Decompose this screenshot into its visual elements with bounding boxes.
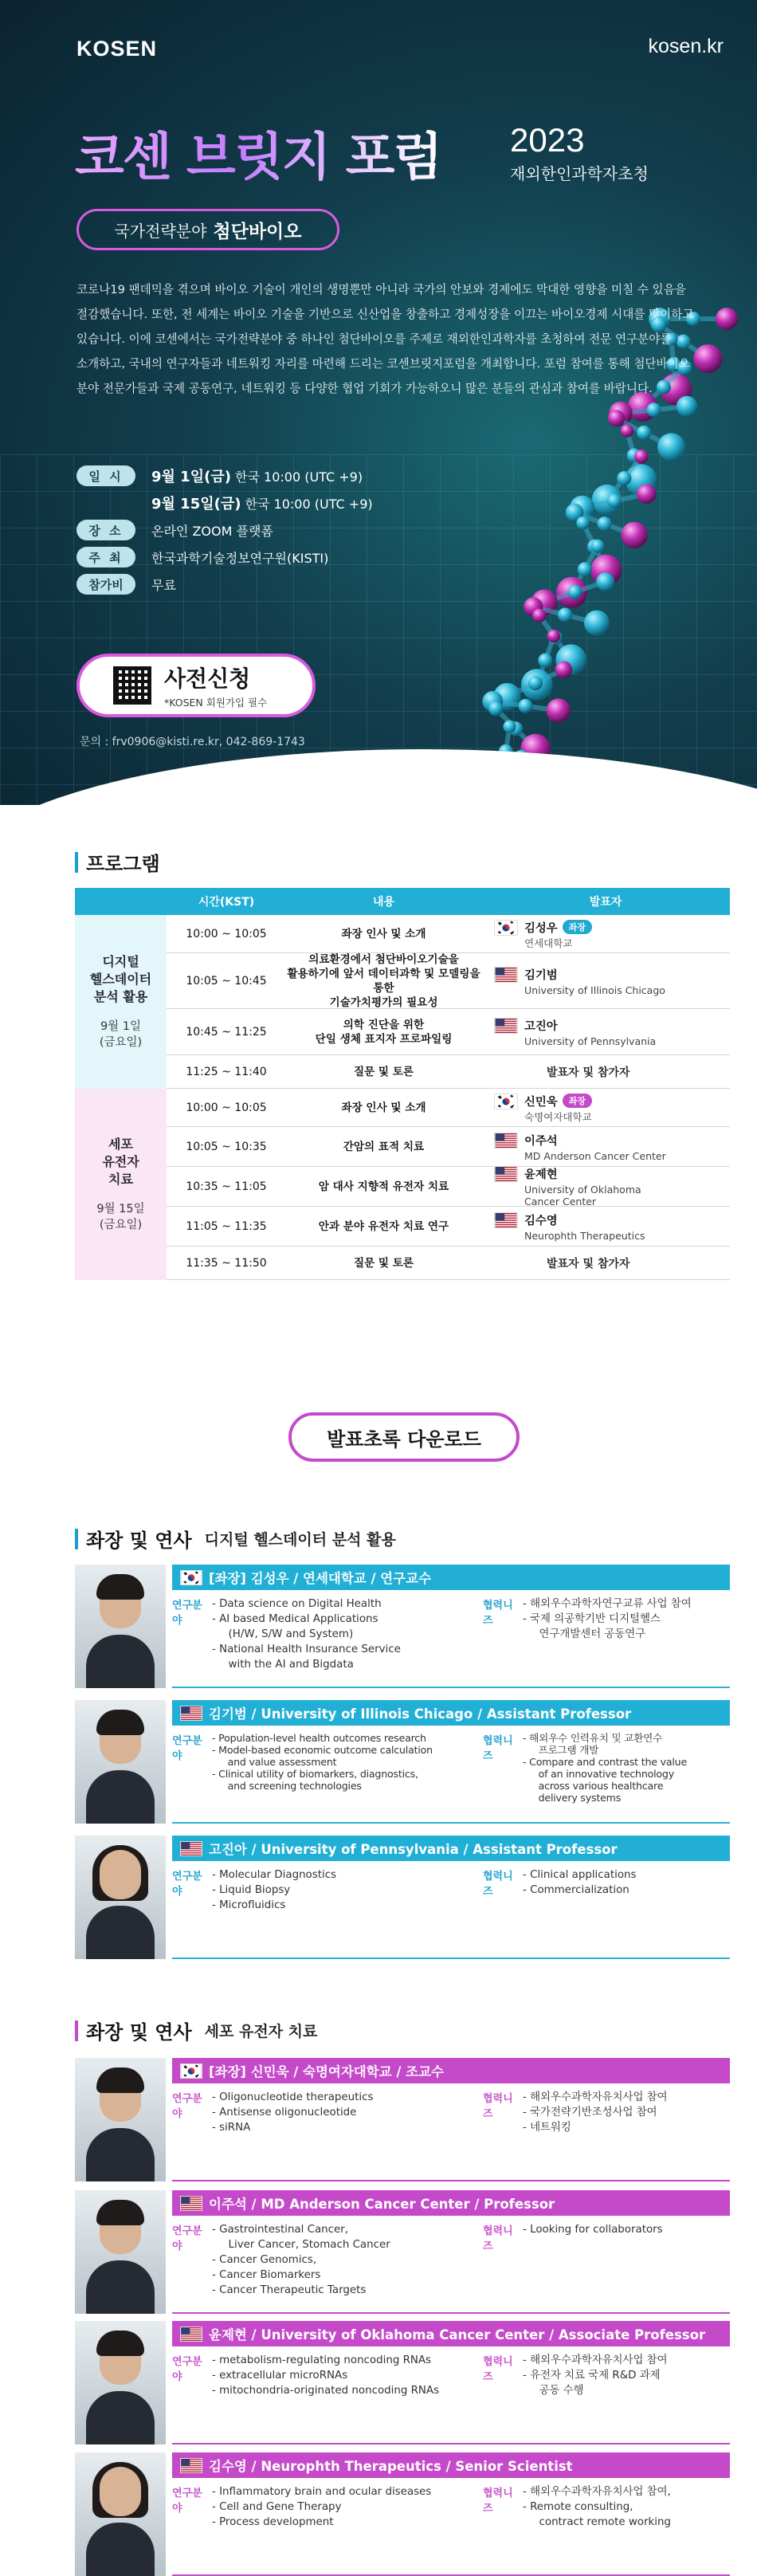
- field-badge: [76, 209, 339, 250]
- kosen-logo[interactable]: KOSEN: [76, 37, 158, 61]
- korea-flag-icon: [180, 1570, 202, 1585]
- list-item: - Clinical applications: [523, 1869, 637, 1881]
- collab-list: [523, 2353, 668, 2398]
- speaker-photo: [75, 2058, 166, 2181]
- info-tag-date: 일 시: [76, 465, 135, 486]
- row-time: 10:05 ~ 10:35: [186, 1140, 267, 1153]
- program-row: [167, 1207, 730, 1247]
- research-label: 연구분야: [172, 1735, 202, 1762]
- research-list: [212, 1732, 433, 1804]
- usa-flag-icon: [494, 1166, 518, 1182]
- speaker-affiliation: Neurophth Therapeutics: [524, 1229, 645, 1242]
- speaker-name-text: 이주석: [524, 1134, 558, 1148]
- list-item: - Process development: [212, 2516, 334, 2528]
- list-item: - Microfluidics: [212, 1899, 286, 1911]
- collab-label: 협력니즈: [483, 2225, 513, 2252]
- col-speaker: 발표자: [589, 896, 622, 909]
- site-url[interactable]: kosen.kr: [648, 35, 724, 57]
- list-item: - AI based Medical Applications (H/W, S/W and System): [212, 1613, 378, 1640]
- speaker-affiliation: 연세대학교: [524, 937, 573, 949]
- list-item: - 네트워킹: [523, 2122, 571, 2134]
- speaker-name: [524, 1093, 592, 1109]
- collab-column: [483, 1596, 730, 1672]
- chair-badge: 좌장: [563, 920, 592, 934]
- list-item: - 해외우수과학자유치사업 참여: [523, 2091, 668, 2103]
- register-button[interactable]: [76, 654, 316, 717]
- speaker-name: [524, 1132, 666, 1149]
- speaker-name: [524, 1017, 656, 1034]
- list-item: - National Health Insurance Service with the AI and Bigdata: [212, 1643, 401, 1671]
- info-date-row-2: [76, 489, 491, 516]
- date-1-time: 한국 10:00 (UTC +9): [230, 469, 363, 485]
- list-item: - 해외우수과학자유치사업 참여: [523, 2354, 668, 2366]
- list-item: - Liquid Biopsy: [212, 1884, 291, 1896]
- list-item: - 해외우수과학자연구교류 사업 참여: [523, 1598, 692, 1610]
- list-item: - Molecular Diagnostics: [212, 1869, 337, 1881]
- speaker-header-text: 윤제현 / University of Oklahoma Cancer Center / Associate Professor: [209, 2327, 706, 2342]
- list-item: - 유전자 치료 국제 R&D 과제 공동 수행: [523, 2370, 661, 2397]
- info-fee: 무료: [151, 577, 176, 593]
- usa-flag-icon: [494, 1212, 518, 1228]
- speaker-header: [172, 2452, 730, 2478]
- speaker-affiliation: University of Pennsylvania: [524, 1035, 657, 1047]
- speaker-card-body: [172, 2190, 730, 2314]
- korea-flag-icon: [494, 920, 518, 936]
- list-item: - Compare and contrast the value of an innovative technology across various healthcare delivery systems: [523, 1756, 687, 1804]
- col-time: 시간(KST): [198, 896, 255, 909]
- row-speaker: [481, 1165, 730, 1208]
- collab-column: [483, 1867, 730, 1913]
- date-1: 9월 1일(금): [151, 469, 231, 485]
- row-speaker: [481, 919, 730, 949]
- list-item: - 해외우수과학자유치사업 참여,: [523, 2486, 671, 2498]
- speaker-name-text: 고진아: [524, 1019, 558, 1033]
- day-date: 9월 1일 (금요일): [99, 1020, 143, 1049]
- speaker-card-body: [172, 2321, 730, 2444]
- speaker-details: [172, 2346, 730, 2398]
- day-topic: 디지털 헬스데이터 분석 활용: [89, 954, 152, 1004]
- list-item: - 국제 의공학기반 디지털헬스 연구개발센터 공동연구: [523, 1613, 661, 1640]
- list-item: - siRNA: [212, 2122, 251, 2134]
- research-column: [172, 2222, 483, 2298]
- list-item: - Cancer Biomarkers: [212, 2269, 321, 2281]
- qr-code-icon[interactable]: [113, 666, 151, 705]
- collab-list: [523, 2090, 668, 2135]
- speaker-card: [75, 2321, 730, 2444]
- speaker-details: [172, 2216, 730, 2298]
- research-label: 연구분야: [172, 1871, 202, 1898]
- list-item: - Data science on Digital Health: [212, 1598, 382, 1610]
- speaker-header-text: [좌장] 신민욱 / 숙명여자대학교 / 조교수: [209, 2064, 444, 2079]
- speaker-card: [75, 1700, 730, 1824]
- speakers-subtitle: 디지털 헬스데이터 분석 활용: [204, 1531, 396, 1549]
- info-date-row-1: [76, 462, 491, 489]
- hero-banner: [0, 0, 757, 805]
- forum-year: 2023: [510, 121, 585, 159]
- info-place: 온라인 ZOOM 플랫폼: [151, 523, 273, 539]
- register-label: 사전신청: [164, 666, 251, 692]
- day-date: 9월 15일 (금요일): [96, 1203, 145, 1231]
- collab-label: 협력니즈: [483, 2093, 513, 2120]
- list-item: - Cancer Therapeutic Targets: [212, 2284, 367, 2296]
- usa-flag-icon: [180, 1841, 202, 1856]
- research-label: 연구분야: [172, 1600, 202, 1627]
- collab-label: 협력니즈: [483, 1735, 513, 1762]
- research-column: [172, 2090, 483, 2135]
- row-content: 안과 분야 유전자 치료 연구: [318, 1219, 449, 1233]
- speaker-name-text: 윤제현: [524, 1168, 558, 1181]
- speaker-name: [524, 966, 665, 983]
- collab-label: 협력니즈: [483, 2488, 513, 2515]
- collab-column: [483, 2484, 730, 2530]
- speaker-card-body: [172, 2452, 730, 2576]
- speaker-card-body: [172, 2058, 730, 2181]
- korea-flag-icon: [180, 2064, 202, 2079]
- row-content: 암 대사 지향적 유전자 치료: [318, 1180, 449, 1193]
- speaker-photo: [75, 1836, 166, 1959]
- program-row: [167, 1089, 730, 1127]
- speaker-name-text: 김성우: [524, 921, 558, 935]
- speakers-heading-2: [75, 2016, 317, 2044]
- collab-label: 협력니즈: [483, 1871, 513, 1898]
- speaker-header: [172, 2190, 730, 2216]
- list-item: - Oligonucleotide therapeutics: [212, 2091, 374, 2103]
- list-item: - extracellular microRNAs: [212, 2370, 348, 2382]
- list-item: - Gastrointestinal Cancer, Liver Cancer, Stomach Cancer: [212, 2224, 390, 2251]
- speaker-header-text: 김기범 / University of Illinois Chicago / Assistant Professor: [209, 1706, 632, 1722]
- collab-column: [483, 2353, 730, 2398]
- research-label: 연구분야: [172, 2093, 202, 2120]
- info-tag-host: 주 최: [76, 547, 135, 567]
- contact-info: 문의 : frv0906@kisti.re.kr, 042-869-1743: [80, 736, 305, 748]
- speaker-name-text: 김기범: [524, 968, 558, 982]
- list-item: - Cancer Genomics,: [212, 2254, 317, 2266]
- speaker-name: [524, 919, 592, 936]
- speaker-details: [172, 2083, 730, 2135]
- list-item: - metabolism-regulating noncoding RNAs: [212, 2354, 432, 2366]
- speaker-header-text: 김수영 / Neurophth Therapeutics / Senior Scientist: [209, 2459, 573, 2474]
- usa-flag-icon: [180, 2327, 202, 2342]
- speaker-photo: [75, 1565, 166, 1688]
- info-host-row: [76, 544, 491, 571]
- research-list: [212, 1596, 401, 1672]
- research-label: 연구분야: [172, 2356, 202, 2383]
- day-label: [75, 915, 167, 1089]
- research-list: [212, 2484, 431, 2530]
- row-speaker: [481, 966, 730, 996]
- event-info: [76, 462, 491, 598]
- research-column: [172, 2353, 483, 2398]
- row-content: 간암의 표적 치료: [343, 1140, 425, 1153]
- research-list: [212, 2353, 439, 2398]
- list-item: - 국가전략기반조성사업 참여: [523, 2107, 657, 2119]
- speaker-card: [75, 2190, 730, 2314]
- program-heading: [75, 848, 160, 876]
- speaker-photo: [75, 2190, 166, 2314]
- speaker-affiliation: University of Oklahoma Cancer Center: [524, 1184, 641, 1208]
- program-row: [167, 1247, 730, 1280]
- row-content: 좌장 인사 및 소개: [341, 1101, 426, 1114]
- list-item: - 해외우수 인력유치 및 교환연수 프로그램 개발: [523, 1732, 663, 1756]
- speaker-header-text: 고진아 / University of Pennsylvania / Assistant Professor: [209, 1842, 618, 1857]
- row-time: 11:25 ~ 11:40: [186, 1065, 267, 1078]
- research-column: [172, 1732, 483, 1804]
- row-speaker: [481, 1017, 730, 1047]
- register-note: *KOSEN 회원가입 필수: [164, 697, 268, 709]
- intro-paragraph: 코로나19 팬데믹을 겪으며 바이오 기술이 개인의 생명뿐만 아니라 국가의 안보와 경제에도 막대한 영향을 미칠 수 있음을 절감했습니다. 또한, 전 세계는 바이오 기술을 기반으로 신산업을 창출하고 경제성장을 이끄는 바이오경제 시대를 맞이하고 있습니다. 이에 코센에서는 국가전략분야 중 하나인 첨단바이오를 주제로 재외한인과학자를 초청하여 전문 연구분야를 소개하고, 국내의 연구자들과 네트워킹 자리를 마련해 드리는 코센브릿지포럼을 개최합니다. 포럼 참여를 통해 첨단바이오 분야 전문가들과 국제 공동연구, 네트워킹 등 다양한 협업 기회가 가능하오니 많은 분들의 관심과 참여를 바랍니다.: [76, 283, 694, 395]
- collab-label: 협력니즈: [483, 2356, 513, 2383]
- research-label: 연구분야: [172, 2225, 202, 2252]
- research-column: [172, 2484, 483, 2530]
- speaker-header: [172, 2321, 730, 2346]
- speaker-header-text: [좌장] 김성우 / 연세대학교 / 연구교수: [209, 1571, 432, 1586]
- program-row: [167, 1167, 730, 1207]
- speaker-card-body: [172, 1565, 730, 1688]
- speaker-card: [75, 1565, 730, 1688]
- col-content: 내용: [372, 896, 395, 909]
- collab-list: [523, 2484, 671, 2530]
- info-tag-place: 장 소: [76, 520, 135, 540]
- row-time: 10:05 ~ 10:45: [186, 974, 267, 988]
- speaker-details: [172, 1726, 730, 1804]
- list-item: - Commercialization: [523, 1884, 630, 1896]
- row-time: 10:00 ~ 10:05: [186, 1101, 267, 1114]
- collab-list: [523, 1867, 636, 1913]
- list-item: - mitochondria-originated noncoding RNAs: [212, 2385, 440, 2397]
- speaker-details: [172, 1590, 730, 1672]
- row-time: 10:00 ~ 10:05: [186, 927, 267, 940]
- date-2-time: 한국 10:00 (UTC +9): [241, 497, 373, 512]
- speaker-photo: [75, 2452, 166, 2576]
- row-speaker: 발표자 및 참가자: [547, 1066, 630, 1079]
- usa-flag-icon: [494, 1133, 518, 1149]
- speaker-name-text: 김수영: [524, 1214, 558, 1227]
- research-column: [172, 1867, 483, 1913]
- speaker-name: [524, 1165, 641, 1182]
- usa-flag-icon: [180, 1706, 202, 1721]
- speaker-header: [172, 1836, 730, 1861]
- forum-title: 코센 브릿지 포럼: [75, 116, 441, 190]
- usa-flag-icon: [180, 2196, 202, 2211]
- usa-flag-icon: [494, 967, 518, 983]
- row-speaker: [481, 1093, 730, 1123]
- info-place-row: [76, 516, 491, 544]
- speaker-card-body: [172, 1700, 730, 1824]
- day-topic: 세포 유전자 치료: [102, 1137, 139, 1187]
- abstract-download-button[interactable]: 발표초록 다운로드: [288, 1412, 520, 1462]
- info-fee-row: [76, 571, 491, 598]
- row-speaker: 발표자 및 참가자: [547, 1257, 630, 1270]
- speaker-affiliation: 숙명여자대학교: [524, 1110, 592, 1123]
- research-list: [212, 2090, 373, 2135]
- speaker-photo: [75, 1700, 166, 1824]
- collab-column: [483, 2222, 730, 2298]
- speaker-header: [172, 1565, 730, 1590]
- research-label: 연구분야: [172, 2488, 202, 2515]
- collab-list: [523, 1596, 692, 1672]
- forum-subtitle: 재외한인과학자초청: [510, 164, 649, 183]
- row-content: 질문 및 토론: [353, 1065, 414, 1078]
- program-day-1: [75, 915, 730, 1089]
- korea-flag-icon: [494, 1094, 518, 1109]
- usa-flag-icon: [494, 1018, 518, 1034]
- research-list: [212, 1867, 336, 1913]
- list-item: - Cell and Gene Therapy: [212, 2501, 342, 2513]
- collab-column: [483, 2090, 730, 2135]
- row-time: 11:05 ~ 11:35: [186, 1219, 267, 1233]
- program-title: 프로그램: [86, 853, 160, 875]
- list-item: - Looking for collaborators: [523, 2224, 663, 2236]
- collab-label: 협력니즈: [483, 1600, 513, 1627]
- collab-column: [483, 1732, 730, 1804]
- speaker-card: [75, 2058, 730, 2181]
- speaker-details: [172, 2478, 730, 2530]
- speaker-name: [524, 1211, 645, 1228]
- chair-badge: 좌장: [563, 1094, 592, 1108]
- speaker-details: [172, 1861, 730, 1913]
- list-item: - Model-based economic outcome calculation and value assessment: [212, 1744, 433, 1768]
- speaker-name-text: 신민욱: [524, 1095, 558, 1109]
- research-list: [212, 2222, 390, 2298]
- day-label: [75, 1089, 167, 1280]
- list-item: - Population-level health outcomes research: [212, 1732, 426, 1744]
- program-row: [167, 953, 730, 1009]
- collab-list: [523, 2222, 663, 2298]
- program-row: [167, 915, 730, 953]
- program-table-header: [75, 888, 730, 915]
- row-time: 11:35 ~ 11:50: [186, 1256, 267, 1270]
- speaker-header: [172, 1700, 730, 1726]
- info-tag-fee: 참가비: [76, 574, 135, 595]
- usa-flag-icon: [180, 2458, 202, 2473]
- row-speaker: [481, 1132, 730, 1162]
- list-item: - Clinical utility of biomarkers, diagnostics, and screening technologies: [212, 1768, 418, 1792]
- speakers-title: 좌장 및 연사: [86, 2021, 192, 2044]
- speaker-photo: [75, 2321, 166, 2444]
- row-speaker: [481, 1211, 730, 1242]
- row-content: 질문 및 토론: [353, 1256, 414, 1270]
- research-column: [172, 1596, 483, 1672]
- speakers-subtitle: 세포 유전자 치료: [204, 2023, 318, 2040]
- field-prefix: 국가전략분야: [114, 221, 207, 241]
- speaker-header-text: 이주석 / MD Anderson Cancer Center / Professor: [209, 2197, 555, 2212]
- speaker-affiliation: MD Anderson Cancer Center: [524, 1149, 666, 1162]
- speakers-heading-1: [75, 1525, 396, 1553]
- list-item: - Antisense oligonucleotide: [212, 2107, 357, 2119]
- row-content: 의료환경에서 첨단바이오기술을 활용하기에 앞서 데이터과학 및 모델링을 통한 기술가치평가의 필요성: [287, 952, 480, 1009]
- row-content: 좌장 인사 및 소개: [341, 927, 426, 940]
- info-host: 한국과학기술정보연구원(KISTI): [151, 550, 329, 566]
- row-content: 의학 진단을 위한 단일 생체 표지자 프로파일링: [315, 1018, 453, 1046]
- program-table: [75, 888, 730, 1280]
- program-days: [75, 915, 730, 1280]
- program-row: [167, 1009, 730, 1055]
- row-time: 10:35 ~ 11:05: [186, 1180, 267, 1193]
- program-row: [167, 1127, 730, 1167]
- speaker-card-body: [172, 1836, 730, 1959]
- speaker-affiliation: University of Illinois Chicago: [524, 984, 665, 996]
- speaker-card: [75, 1836, 730, 1959]
- program-row: [167, 1055, 730, 1089]
- collab-list: [523, 1732, 687, 1804]
- list-item: - Remote consulting, contract remote working: [523, 2501, 671, 2528]
- program-day-2: [75, 1089, 730, 1280]
- field-main: 첨단바이오: [213, 221, 302, 242]
- speaker-header: [172, 2058, 730, 2083]
- speaker-card: [75, 2452, 730, 2576]
- date-2: 9월 15일(금): [151, 496, 241, 512]
- list-item: - Inflammatory brain and ocular diseases: [212, 2486, 432, 2498]
- row-time: 10:45 ~ 11:25: [186, 1025, 267, 1039]
- speakers-title: 좌장 및 연사: [86, 1530, 192, 1552]
